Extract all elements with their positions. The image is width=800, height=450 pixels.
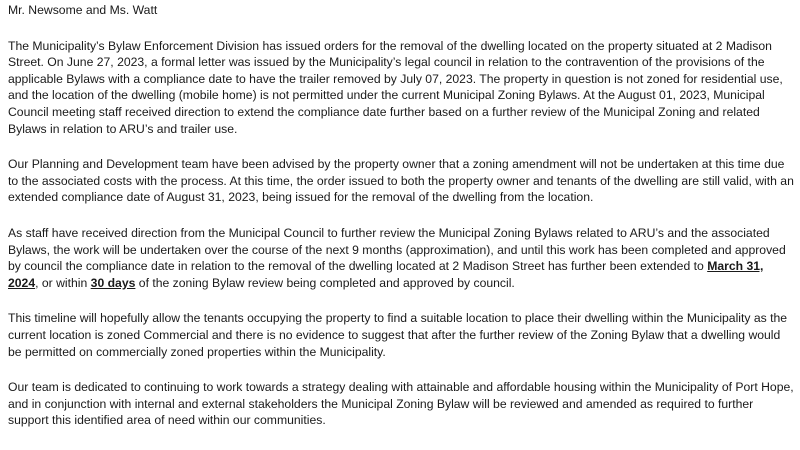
paragraph-housing-strategy: Our team is dedicated to continuing to work towards a strategy dealing with attainable and affordable housing within the Municipality of Port Hope, and in conjunction with internal and external stakeholders the Municipal Zoning Bylaw will be reviewed and amended as required to further support this identified area of need within our communities.: [8, 380, 794, 428]
paragraph-compliance-extension: [8, 225, 794, 291]
letter-body: [8, 0, 794, 429]
paragraph-zoning-amendment: Our Planning and Development team have been advised by the property owner that a zoning amendment will not be undertaken at this time due to the associated costs with the process. At this time, the order issued to both the property owner and tenants of the dwelling are still valid, with an extended compliance date of August 31, 2023, being issued for the removal of the dwelling from the location.: [8, 157, 794, 205]
compliance-date-emphasis: March 31, 2024: [8, 259, 764, 290]
salutation: Mr. Newsome and Ms. Watt: [8, 3, 158, 17]
extension-text-part2: , or within: [35, 275, 91, 290]
paragraph-timeline: This timeline will hopefully allow the tenants occupying the property to find a suitable location to place their dwelling within the Municipality as the current location is zoned Commercial and there is no evidence to suggest that after the further review of the Zoning Bylaw that a dwelling would be permitted on commercially zoned properties within the Municipality.: [8, 311, 788, 359]
paragraph-bylaw-orders: The Municipality’s Bylaw Enforcement Division has issued orders for the removal of the dwelling located on the property situated at 2 Madison Street. On June 27, 2023, a formal letter was issued by the Municipality’s legal council in relation to the contravention of the provisions of the applicable Bylaws with a compliance date to have the trailer removed by July 07, 2023. The property in question is not zoned for residential use, and the location of the dwelling (mobile home) is not permitted under the current Municipal Zoning Bylaws. At the August 01, 2023, Municipal Council meeting staff received direction to extend the compliance date further based on a further review of the Municipal Zoning and related Bylaws in relation to ARU’s and trailer use.: [8, 38, 783, 136]
extension-text-part1: As staff have received direction from the Municipal Council to further review the Municipal Zoning Bylaws related to ARU’s and the associated Bylaws, the work will be undertaken over the course of the next 9 months (approximation), and until this work has been completed and approved by council the compliance date in relation to the removal of the dwelling located at 2 Madison Street has further been extended to: [8, 225, 786, 274]
extension-text-part3: of the zoning Bylaw review being completed and approved by council.: [135, 275, 515, 290]
days-emphasis: 30 days: [90, 275, 136, 290]
